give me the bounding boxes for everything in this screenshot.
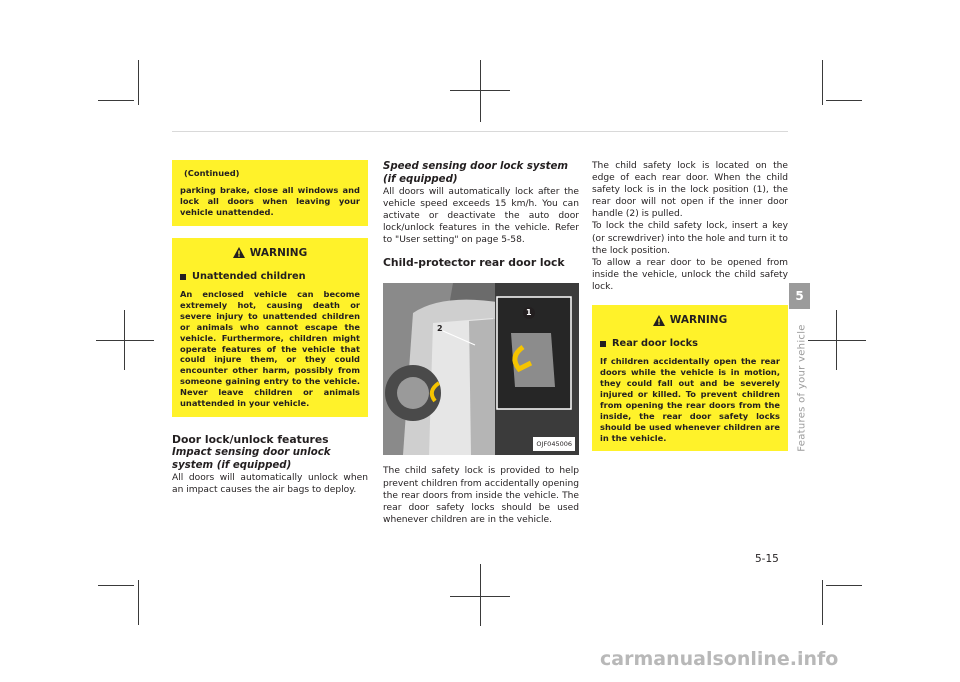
warning-subtitle: Unattended children — [192, 270, 306, 282]
crop-mark — [450, 596, 510, 597]
rear-door-figure — [383, 283, 579, 455]
child-lock-text: The child safety lock is provided to help prevent children from accidentally opening the rear doors from inside the vehicle. The rear door safety locks should be used whenever children are in the vehicle. — [383, 466, 579, 525]
warning-box-rear-door — [592, 305, 788, 451]
warning-subheading — [600, 338, 780, 350]
child-lock-lock-text: To lock the child safety lock, insert a key (or screwdriver) into the hole and turn it to the lock position. — [592, 221, 788, 256]
speed-sensing-title: Speed sensing door lock system (if equipped) — [383, 161, 569, 185]
child-protector-title: Child-protector rear door lock — [383, 256, 565, 270]
child-lock-unlock-text: To allow a rear door to be opened from inside the vehicle, unlock the child safety lock. — [592, 257, 788, 292]
subsection-text: All doors will automatically unlock when an impact causes the air bags to deploy. — [172, 472, 368, 496]
warning-triangle-icon — [233, 247, 245, 258]
warning-subtitle: Rear door locks — [612, 338, 699, 350]
continued-warning-box — [172, 160, 368, 226]
warning-triangle-icon — [653, 315, 665, 326]
crop-mark — [826, 585, 862, 586]
subsection-title: Impact sensing door unlock system (if equipped) — [172, 446, 331, 471]
rear-door-illustration — [383, 283, 579, 455]
section-title: Door lock/unlock features — [172, 432, 329, 446]
crop-mark — [138, 580, 139, 625]
crop-mark — [480, 564, 481, 626]
warning-text: An enclosed vehicle can become extremely hot, causing death or severe injury to unattended children or animals who cannot escape the vehicle. Furthermore, children might operate features of the vehicle that could injure them, or they could encounter other harm, possibly from someone gaining entry to the vehicle. Never leave children or animals unattended in your vehicle. — [180, 289, 360, 409]
crop-mark — [808, 340, 866, 341]
crop-mark — [98, 100, 134, 101]
page-number: 5-15 — [755, 553, 779, 565]
warning-heading — [600, 314, 780, 326]
crop-mark — [826, 100, 862, 101]
child-lock-location-text: The child safety lock is located on the edge of each rear door. When the child safety lock is in the lock position (1), the rear door will not open if the inner door handle (2) is pulled. — [592, 161, 788, 220]
warning-subheading — [180, 271, 360, 283]
continued-label: (Continued) — [184, 168, 240, 178]
header-rule — [172, 131, 788, 132]
crop-mark — [96, 340, 154, 341]
column-right — [592, 160, 788, 451]
warning-title: WARNING — [249, 246, 308, 259]
figure-id: OJF045006 — [533, 437, 575, 451]
warning-title: WARNING — [669, 314, 728, 327]
crop-mark — [822, 580, 823, 625]
callout-1: 1 — [526, 308, 532, 318]
bullet-square-icon — [600, 341, 606, 347]
chapter-title: Features of your vehicle — [796, 324, 808, 452]
chapter-tab: 5 — [789, 283, 810, 309]
crop-mark — [450, 90, 510, 91]
crop-mark — [98, 585, 134, 586]
continued-text: parking brake, close all windows and lock all doors when leaving your vehicle unattended. — [180, 185, 360, 217]
column-middle — [383, 160, 579, 526]
watermark: carmanualsonline.info — [600, 648, 839, 670]
bullet-square-icon — [180, 274, 186, 280]
column-left — [172, 160, 368, 496]
callout-2: 2 — [437, 324, 443, 334]
crop-mark — [480, 60, 481, 122]
warning-heading — [180, 247, 360, 259]
crop-mark — [822, 60, 823, 105]
speed-sensing-text: All doors will automatically lock after the vehicle speed exceeds 15 km/h. You can activate or deactivate the auto door lock/unlock features in the vehicle. Refer to "User setting" on page 5-58. — [383, 187, 579, 246]
crop-mark — [138, 60, 139, 105]
warning-box-unattended — [172, 238, 368, 417]
warning-text: If children accidentally open the rear doors while the vehicle is in motion, they could fall out and be severely injured or killed. To prevent children from opening the rear doors from the inside, the rear door safety locks should be used whenever children are in the vehicle. — [600, 356, 780, 443]
